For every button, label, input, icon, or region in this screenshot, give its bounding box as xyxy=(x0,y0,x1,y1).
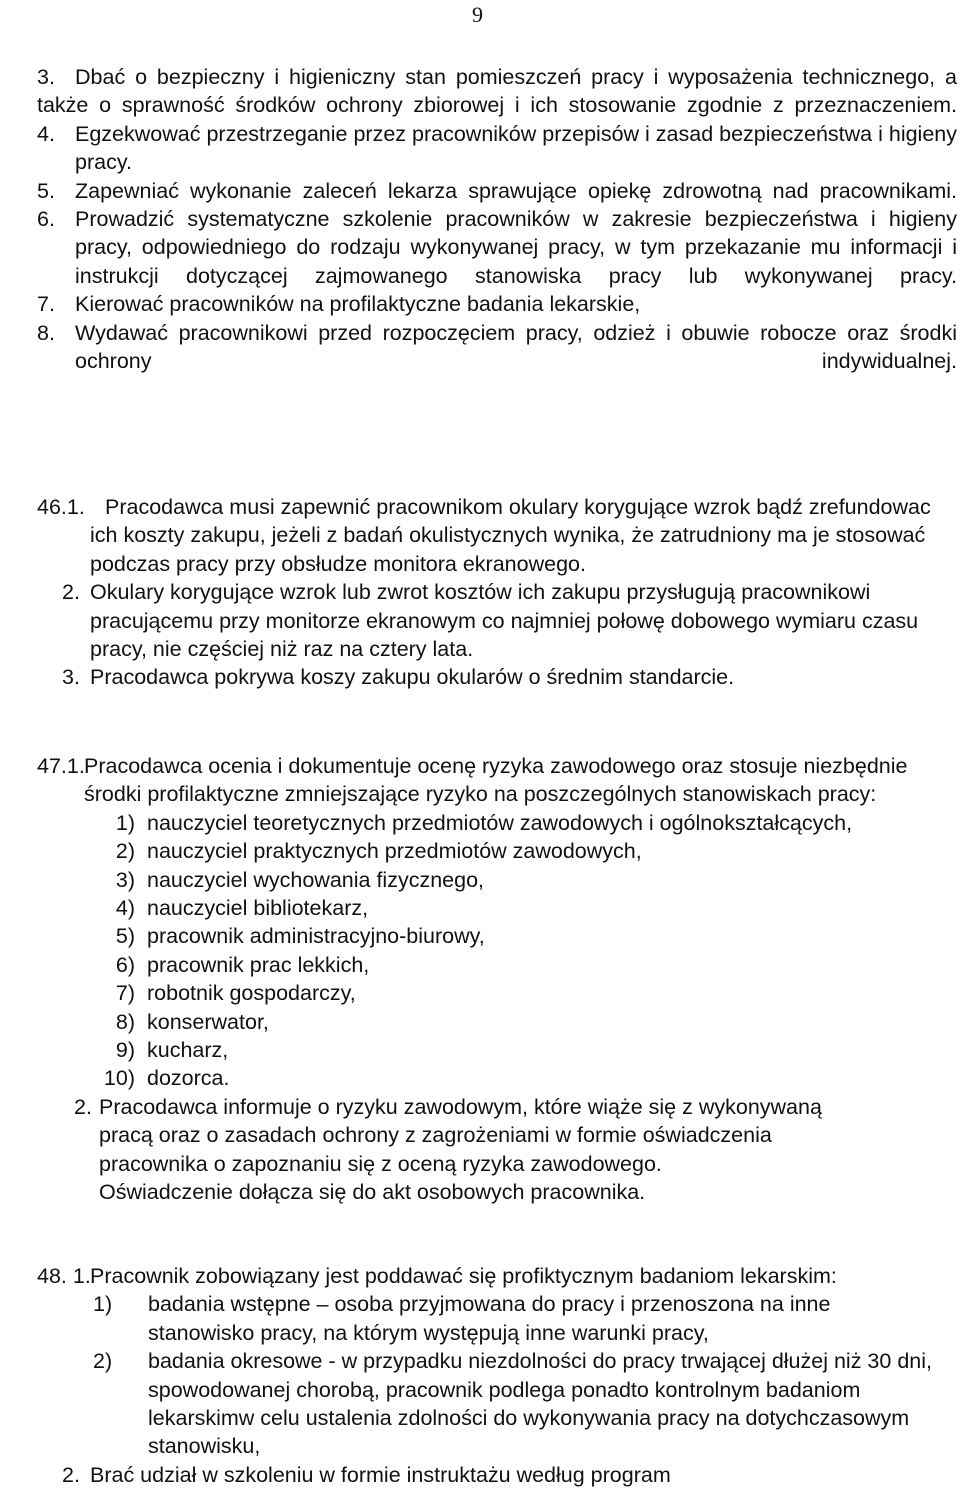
duties-list xyxy=(0,63,960,375)
list-item xyxy=(0,319,960,376)
item-text: kucharz, xyxy=(147,1038,229,1063)
list-item xyxy=(0,120,960,177)
section-text: Pracownik zobowiązany jest poddawać się profiktycznym badaniom lekarskim: xyxy=(90,1264,837,1288)
item-text: nauczyciel wychowania fizycznego, xyxy=(147,867,484,892)
section-number: 47.1. xyxy=(37,754,85,778)
list-item xyxy=(0,951,960,979)
section-text: Pracodawca ocenia i dokumentuje ocenę ryzyka zawodowego oraz stosuje niezbędnie środki profilaktyczne zmniejszające ryzyko na poszczególnych stanowiskach pracy: xyxy=(84,754,908,807)
item-text: Okulary korygujące wzrok lub zwrot kosztów ich zakupu przysługują pracownikowi pracującemu przy monitorze ekranowym co najmniej połowę dobowego wymiaru czasu pracy, nie częściej niż raz na cztery lata. xyxy=(90,580,919,662)
item-number: 8. xyxy=(37,320,55,345)
item-text: konserwator, xyxy=(147,1009,269,1034)
section-lead xyxy=(0,1262,960,1290)
list-item xyxy=(0,866,960,894)
item-text-line: pracownika o zapoznaniu się z oceną ryzyka zawodowego. xyxy=(99,1151,662,1176)
item-text: nauczyciel praktycznych przedmiotów zawodowych, xyxy=(147,839,642,864)
section-lead xyxy=(0,493,960,578)
section-48 xyxy=(0,1262,960,1489)
item-text: Zapewniać wykonanie zaleceń lekarza sprawujące opiekę zdrowotną nad pracownikami. xyxy=(75,178,957,203)
item-text: robotnik gospodarczy, xyxy=(147,981,356,1006)
list-item xyxy=(0,663,960,691)
list-item xyxy=(0,894,960,922)
list-item xyxy=(0,63,960,120)
item-text: dozorca. xyxy=(147,1066,230,1091)
item-text: pracownik administracyjno-biurowy, xyxy=(147,924,485,949)
list-item xyxy=(0,809,960,837)
list-item xyxy=(0,1347,960,1461)
bullet-icon xyxy=(0,752,14,766)
item-number: 2) xyxy=(93,1349,113,1374)
list-item xyxy=(0,1461,960,1489)
item-number: 4) xyxy=(115,896,135,921)
bullet-icon xyxy=(0,1262,14,1276)
list-item xyxy=(0,1064,960,1092)
list-item xyxy=(0,1036,960,1064)
item-number: 3. xyxy=(37,65,55,89)
item-number: 5) xyxy=(115,924,135,949)
item-number: 2) xyxy=(115,839,135,864)
section-text: Pracodawca musi zapewnić pracownikom okulary korygujące wzrok bądź zrefundowac ich koszty zakupu, jeżeli z badań okulistycznych wynika, że zatrudniony ma je stosować podczas pracy przy obsłudze monitora ekranowego. xyxy=(90,495,931,576)
bullet-icon xyxy=(0,493,14,507)
item-number: 3. xyxy=(62,665,80,690)
list-item xyxy=(0,205,960,290)
item-text: Dbać o bezpieczny i higieniczny stan pomieszczeń pracy i wyposażenia technicznego, a także o sprawność środków ochrony zbiorowej i ich stosowanie zgodnie z przeznaczeniem. xyxy=(37,65,957,118)
item-text: Pracodawca pokrywa koszy zakupu okularów o średnim standarcie. xyxy=(90,665,735,690)
list-item xyxy=(0,290,960,318)
list-item xyxy=(0,578,960,663)
item-number: 10) xyxy=(103,1066,135,1091)
item-text-line: pracą oraz o zasadach ochrony z zagrożeniami w formie oświadczenia xyxy=(99,1123,772,1148)
item-text-line: Oświadczenie dołącza się do akt osobowych pracownika. xyxy=(99,1180,646,1205)
list-item xyxy=(0,1008,960,1036)
item-number: 3) xyxy=(115,867,135,892)
item-number: 6) xyxy=(115,952,135,977)
item-text-line: Pracodawca informuje o ryzyku zawodowym, które wiąże się z wykonywaną xyxy=(99,1094,822,1119)
list-item xyxy=(0,1093,960,1207)
item-text: Brać udział w szkoleniu w formie instruktażu według program xyxy=(90,1462,671,1487)
item-text: Prowadzić systematyczne szkolenie pracowników w zakresie bezpieczeństwa i higieny pracy, odpowiedniego do rodzaju wykonywanej pracy, w tym przekazanie mu informacji i instrukcji dotyczącej zajmowanego stanowiska pracy lub wykonywanej pracy. xyxy=(75,207,957,288)
section-47 xyxy=(0,752,960,1207)
list-item xyxy=(0,979,960,1007)
item-text: Wydawać pracownikowi przed rozpoczęciem pracy, odzież i obuwie robocze oraz środki ochrony indywidualnej. xyxy=(75,320,957,374)
item-text: nauczyciel teoretycznych przedmiotów zawodowych i ogólnokształcących, xyxy=(147,810,853,835)
item-number: 9) xyxy=(115,1038,135,1063)
list-item xyxy=(0,1290,960,1347)
item-number: 7) xyxy=(115,981,135,1006)
section-number: 48. 1. xyxy=(37,1264,91,1288)
item-number: 1) xyxy=(115,810,135,835)
item-text: badania wstępne – osoba przyjmowana do pracy i przenoszona na inne stanowisko pracy, na którym występują inne warunki pracy, xyxy=(148,1292,831,1345)
section-46 xyxy=(0,493,960,692)
section-lead xyxy=(0,752,960,809)
item-number: 6. xyxy=(37,207,55,232)
item-number: 2. xyxy=(62,580,80,605)
list-item xyxy=(0,922,960,950)
item-text: pracownik prac lekkich, xyxy=(147,952,370,977)
item-number: 7. xyxy=(37,292,55,317)
item-text: Egzekwować przestrzeganie przez pracowników przepisów i zasad bezpieczeństwa i higieny pracy. xyxy=(75,121,957,175)
list-item xyxy=(0,177,960,205)
item-number: 5. xyxy=(37,178,55,203)
section-number: 46.1. xyxy=(37,495,85,519)
item-text: Kierować pracowników na profilaktyczne badania lekarskie, xyxy=(75,292,641,317)
item-number: 8) xyxy=(115,1009,135,1034)
item-number: 2. xyxy=(62,1462,80,1487)
page-number: 9 xyxy=(472,2,483,27)
item-text: badania okresowe - w przypadku niezdolności do pracy trwającej dłużej niż 30 dni, spowodowanej chorobą, pracownik podlega ponadto kontrolnym badaniom lekarskimw celu ustalenia zdolności do wykonywania pracy na dotychczasowym stanowisku, xyxy=(148,1349,932,1459)
item-number: 2. xyxy=(74,1094,92,1119)
item-number: 1) xyxy=(93,1292,113,1317)
item-text: nauczyciel bibliotekarz, xyxy=(147,896,369,921)
list-item xyxy=(0,837,960,865)
item-number: 4. xyxy=(37,121,55,146)
